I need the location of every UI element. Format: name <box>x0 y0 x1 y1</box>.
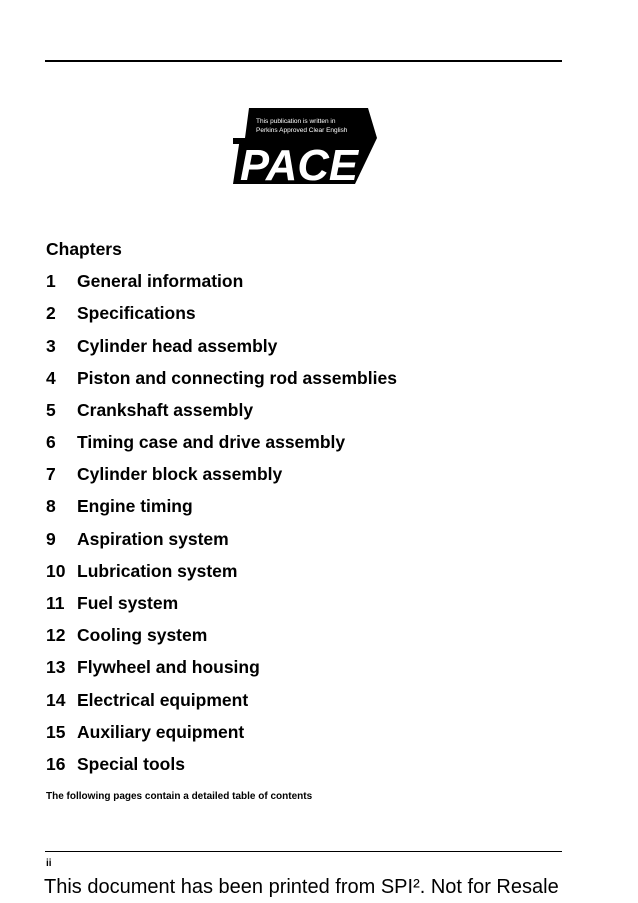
chapter-title: Engine timing <box>77 496 193 516</box>
chapter-number: 16 <box>46 754 66 774</box>
chapter-number: 7 <box>46 464 56 484</box>
chapter-number: 6 <box>46 432 56 452</box>
chapter-title: Cylinder head assembly <box>77 336 278 356</box>
chapter-number: 4 <box>46 368 56 388</box>
chapter-title: Specifications <box>77 303 196 323</box>
chapter-title: Auxiliary equipment <box>77 722 245 742</box>
chapter-title: Cylinder block assembly <box>77 464 283 484</box>
chapter-number: 11 <box>46 593 65 613</box>
chapter-item <box>46 624 207 646</box>
chapter-title: Fuel system <box>77 593 179 613</box>
chapter-number: 10 <box>46 561 66 581</box>
footer-notice: This document has been printed from SPI². Not for Resale <box>44 876 559 898</box>
chapter-title: Lubrication system <box>77 561 238 581</box>
chapter-item <box>46 367 397 389</box>
chapter-title: Timing case and drive assembly <box>77 432 346 452</box>
chapter-item <box>46 592 178 614</box>
chapter-item <box>46 528 229 550</box>
chapter-item <box>46 560 237 582</box>
chapter-title: Cooling system <box>77 625 208 645</box>
chapter-item <box>46 689 248 711</box>
chapter-title: Aspiration system <box>77 529 229 549</box>
chapter-title: Flywheel and housing <box>77 657 260 677</box>
chapter-title: Electrical equipment <box>77 690 249 710</box>
chapter-item <box>46 753 185 775</box>
chapter-number: 14 <box>46 690 66 710</box>
chapter-item <box>46 399 253 421</box>
chapter-title: Piston and connecting rod assemblies <box>77 368 397 388</box>
top-divider <box>45 60 562 62</box>
chapter-number: 3 <box>46 336 56 356</box>
chapter-item <box>46 302 196 324</box>
page-number: ii <box>46 858 52 869</box>
chapter-number: 2 <box>46 303 56 323</box>
chapter-item <box>46 463 282 485</box>
logo-caption-line1: This publication is written in <box>256 118 336 125</box>
chapter-number: 8 <box>46 496 56 516</box>
bottom-divider <box>45 851 562 852</box>
chapter-number: 15 <box>46 722 66 742</box>
chapter-item <box>46 335 277 357</box>
chapter-item <box>46 270 243 292</box>
chapter-item <box>46 495 193 517</box>
chapter-number: 5 <box>46 400 56 420</box>
chapter-number: 12 <box>46 625 66 645</box>
logo-caption-line2: Perkins Approved Clear English <box>256 127 348 134</box>
chapter-item <box>46 721 244 743</box>
chapter-number: 13 <box>46 657 66 677</box>
chapter-title: Special tools <box>77 754 185 774</box>
chapters-heading: Chapters <box>46 239 122 259</box>
chapter-number: 1 <box>46 271 56 291</box>
chapter-item <box>46 656 260 678</box>
chapter-title: General information <box>77 271 244 291</box>
contents-note: The following pages contain a detailed table of contents <box>46 791 313 802</box>
chapter-item <box>46 431 345 453</box>
chapter-number: 9 <box>46 529 56 549</box>
chapter-title: Crankshaft assembly <box>77 400 254 420</box>
logo-wordmark: PACE <box>240 141 360 184</box>
